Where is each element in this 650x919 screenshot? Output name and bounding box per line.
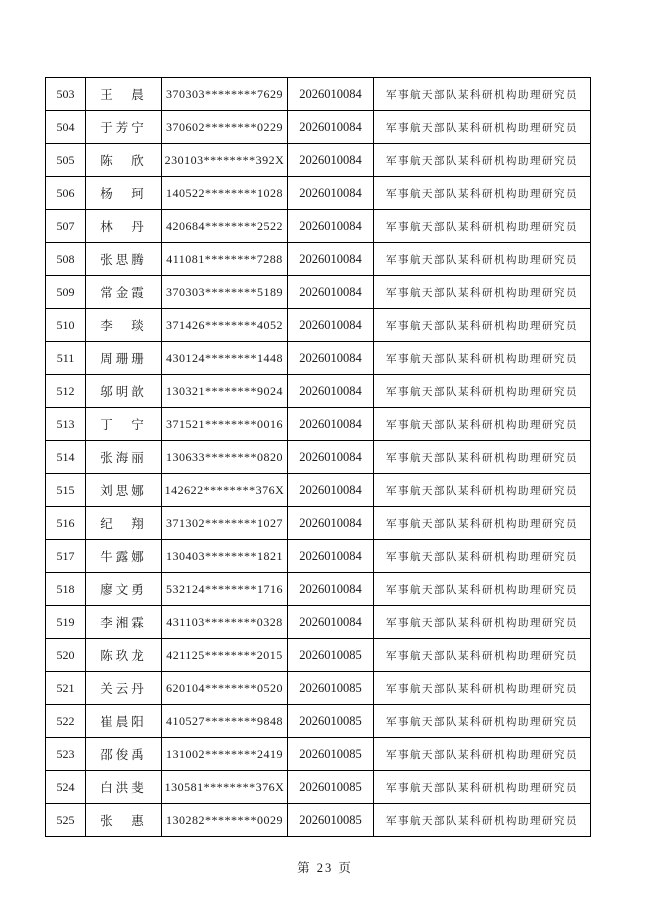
cell-position-code: 2026010085 bbox=[288, 738, 374, 771]
cell-id-number: 371302********1027 bbox=[162, 507, 288, 540]
cell-position-title: 军事航天部队某科研机构助理研究员 bbox=[374, 309, 591, 342]
cell-position-title: 军事航天部队某科研机构助理研究员 bbox=[374, 639, 591, 672]
cell-id-number: 130403********1821 bbox=[162, 540, 288, 573]
cell-number: 506 bbox=[46, 177, 86, 210]
cell-number: 516 bbox=[46, 507, 86, 540]
table-row bbox=[46, 507, 591, 540]
cell-name: 白洪斐 bbox=[86, 771, 162, 804]
cell-position-title: 军事航天部队某科研机构助理研究员 bbox=[374, 738, 591, 771]
cell-number: 512 bbox=[46, 375, 86, 408]
cell-position-title: 军事航天部队某科研机构助理研究员 bbox=[374, 441, 591, 474]
cell-position-code: 2026010084 bbox=[288, 474, 374, 507]
cell-id-number: 230103********392X bbox=[162, 144, 288, 177]
cell-id-number: 430124********1448 bbox=[162, 342, 288, 375]
cell-position-code: 2026010084 bbox=[288, 573, 374, 606]
cell-position-code: 2026010084 bbox=[288, 144, 374, 177]
cell-position-title: 军事航天部队某科研机构助理研究员 bbox=[374, 507, 591, 540]
cell-name: 邬明歆 bbox=[86, 375, 162, 408]
cell-id-number: 142622********376X bbox=[162, 474, 288, 507]
cell-number: 520 bbox=[46, 639, 86, 672]
cell-position-title: 军事航天部队某科研机构助理研究员 bbox=[374, 144, 591, 177]
cell-name: 陈玖龙 bbox=[86, 639, 162, 672]
cell-id-number: 370303********7629 bbox=[162, 78, 288, 111]
cell-position-code: 2026010085 bbox=[288, 771, 374, 804]
table-row bbox=[46, 375, 591, 408]
table-row bbox=[46, 606, 591, 639]
cell-number: 525 bbox=[46, 804, 86, 837]
cell-name: 于芳宁 bbox=[86, 111, 162, 144]
roster-table bbox=[45, 77, 591, 837]
cell-id-number: 370602********0229 bbox=[162, 111, 288, 144]
cell-number: 503 bbox=[46, 78, 86, 111]
cell-name: 常金霞 bbox=[86, 276, 162, 309]
table-row bbox=[46, 474, 591, 507]
page-number: 第 23 页 bbox=[297, 861, 353, 875]
cell-position-code: 2026010084 bbox=[288, 342, 374, 375]
cell-id-number: 371521********0016 bbox=[162, 408, 288, 441]
table-row bbox=[46, 639, 591, 672]
cell-position-title: 军事航天部队某科研机构助理研究员 bbox=[374, 804, 591, 837]
cell-position-code: 2026010085 bbox=[288, 639, 374, 672]
table-row bbox=[46, 177, 591, 210]
table-row bbox=[46, 540, 591, 573]
cell-position-title: 军事航天部队某科研机构助理研究员 bbox=[374, 672, 591, 705]
cell-position-code: 2026010084 bbox=[288, 408, 374, 441]
cell-position-code: 2026010084 bbox=[288, 507, 374, 540]
cell-id-number: 140522********1028 bbox=[162, 177, 288, 210]
table-row bbox=[46, 738, 591, 771]
cell-position-title: 军事航天部队某科研机构助理研究员 bbox=[374, 210, 591, 243]
cell-position-title: 军事航天部队某科研机构助理研究员 bbox=[374, 771, 591, 804]
table-row bbox=[46, 672, 591, 705]
cell-number: 505 bbox=[46, 144, 86, 177]
cell-name: 牛露娜 bbox=[86, 540, 162, 573]
cell-position-title: 军事航天部队某科研机构助理研究员 bbox=[374, 243, 591, 276]
cell-position-title: 军事航天部队某科研机构助理研究员 bbox=[374, 540, 591, 573]
cell-name: 陈 欣 bbox=[86, 144, 162, 177]
cell-position-code: 2026010084 bbox=[288, 441, 374, 474]
cell-position-title: 军事航天部队某科研机构助理研究员 bbox=[374, 276, 591, 309]
table-row bbox=[46, 408, 591, 441]
cell-position-title: 军事航天部队某科研机构助理研究员 bbox=[374, 342, 591, 375]
cell-position-title: 军事航天部队某科研机构助理研究员 bbox=[374, 606, 591, 639]
table-row bbox=[46, 144, 591, 177]
table-row bbox=[46, 210, 591, 243]
cell-id-number: 371426********4052 bbox=[162, 309, 288, 342]
cell-position-code: 2026010084 bbox=[288, 243, 374, 276]
cell-position-code: 2026010084 bbox=[288, 78, 374, 111]
cell-position-title: 军事航天部队某科研机构助理研究员 bbox=[374, 408, 591, 441]
cell-name: 林 丹 bbox=[86, 210, 162, 243]
table-row bbox=[46, 804, 591, 837]
cell-number: 517 bbox=[46, 540, 86, 573]
cell-id-number: 420684********2522 bbox=[162, 210, 288, 243]
cell-name: 张 惠 bbox=[86, 804, 162, 837]
table-row bbox=[46, 705, 591, 738]
cell-number: 523 bbox=[46, 738, 86, 771]
cell-number: 514 bbox=[46, 441, 86, 474]
cell-number: 522 bbox=[46, 705, 86, 738]
table-row bbox=[46, 111, 591, 144]
cell-number: 513 bbox=[46, 408, 86, 441]
cell-position-code: 2026010085 bbox=[288, 804, 374, 837]
table-row bbox=[46, 771, 591, 804]
cell-position-code: 2026010085 bbox=[288, 672, 374, 705]
cell-name: 纪 翔 bbox=[86, 507, 162, 540]
cell-id-number: 421125********2015 bbox=[162, 639, 288, 672]
table-row bbox=[46, 342, 591, 375]
table-row bbox=[46, 78, 591, 111]
cell-name: 刘思娜 bbox=[86, 474, 162, 507]
cell-id-number: 130633********0820 bbox=[162, 441, 288, 474]
cell-name: 廖文勇 bbox=[86, 573, 162, 606]
cell-number: 521 bbox=[46, 672, 86, 705]
cell-number: 524 bbox=[46, 771, 86, 804]
cell-id-number: 130321********9024 bbox=[162, 375, 288, 408]
cell-position-code: 2026010084 bbox=[288, 210, 374, 243]
cell-id-number: 532124********1716 bbox=[162, 573, 288, 606]
table-row bbox=[46, 276, 591, 309]
cell-position-title: 军事航天部队某科研机构助理研究员 bbox=[374, 705, 591, 738]
cell-name: 关云丹 bbox=[86, 672, 162, 705]
cell-id-number: 370303********5189 bbox=[162, 276, 288, 309]
cell-position-code: 2026010084 bbox=[288, 111, 374, 144]
cell-position-code: 2026010084 bbox=[288, 177, 374, 210]
cell-number: 511 bbox=[46, 342, 86, 375]
cell-name: 张海丽 bbox=[86, 441, 162, 474]
roster-table-body bbox=[46, 78, 591, 837]
cell-name: 崔晨阳 bbox=[86, 705, 162, 738]
cell-number: 510 bbox=[46, 309, 86, 342]
cell-id-number: 131002********2419 bbox=[162, 738, 288, 771]
cell-number: 509 bbox=[46, 276, 86, 309]
cell-position-title: 军事航天部队某科研机构助理研究员 bbox=[374, 78, 591, 111]
cell-id-number: 411081********7288 bbox=[162, 243, 288, 276]
table-row bbox=[46, 309, 591, 342]
cell-position-title: 军事航天部队某科研机构助理研究员 bbox=[374, 375, 591, 408]
cell-position-code: 2026010084 bbox=[288, 375, 374, 408]
cell-position-code: 2026010084 bbox=[288, 606, 374, 639]
cell-position-title: 军事航天部队某科研机构助理研究员 bbox=[374, 111, 591, 144]
cell-name: 周珊珊 bbox=[86, 342, 162, 375]
cell-position-title: 军事航天部队某科研机构助理研究员 bbox=[374, 177, 591, 210]
cell-name: 李湘霖 bbox=[86, 606, 162, 639]
cell-name: 丁 宁 bbox=[86, 408, 162, 441]
table-row bbox=[46, 573, 591, 606]
cell-name: 邵俊禹 bbox=[86, 738, 162, 771]
cell-name: 张思腾 bbox=[86, 243, 162, 276]
cell-number: 507 bbox=[46, 210, 86, 243]
cell-number: 508 bbox=[46, 243, 86, 276]
cell-position-title: 军事航天部队某科研机构助理研究员 bbox=[374, 474, 591, 507]
cell-position-code: 2026010084 bbox=[288, 540, 374, 573]
cell-name: 王 晨 bbox=[86, 78, 162, 111]
cell-position-title: 军事航天部队某科研机构助理研究员 bbox=[374, 573, 591, 606]
cell-position-code: 2026010085 bbox=[288, 705, 374, 738]
cell-id-number: 431103********0328 bbox=[162, 606, 288, 639]
cell-number: 519 bbox=[46, 606, 86, 639]
table-row bbox=[46, 243, 591, 276]
cell-number: 518 bbox=[46, 573, 86, 606]
cell-position-code: 2026010084 bbox=[288, 309, 374, 342]
cell-id-number: 410527********9848 bbox=[162, 705, 288, 738]
cell-number: 504 bbox=[46, 111, 86, 144]
cell-id-number: 620104********0520 bbox=[162, 672, 288, 705]
cell-name: 杨 珂 bbox=[86, 177, 162, 210]
cell-position-code: 2026010084 bbox=[288, 276, 374, 309]
cell-number: 515 bbox=[46, 474, 86, 507]
cell-id-number: 130282********0029 bbox=[162, 804, 288, 837]
cell-id-number: 130581********376X bbox=[162, 771, 288, 804]
table-row bbox=[46, 441, 591, 474]
cell-name: 李 琰 bbox=[86, 309, 162, 342]
